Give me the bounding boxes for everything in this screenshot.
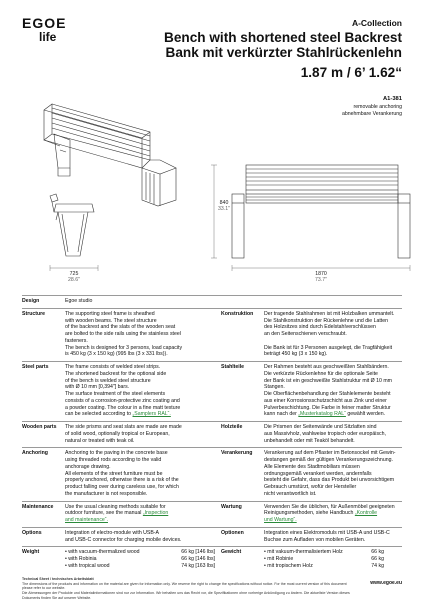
spec-text-de xyxy=(264,504,402,524)
weight-value: 66 kg [146 lbs] xyxy=(181,549,215,556)
samplers-ral-link[interactable]: „Samplers RAL“. xyxy=(132,411,171,418)
spec-label-de: Konstruktion xyxy=(221,310,254,317)
text-line: Gebrauch umstürzt, wofür der Hersteller xyxy=(264,484,357,491)
depth-mm: 725 xyxy=(69,271,79,277)
spec-label: Design xyxy=(22,298,40,304)
text-line: Verwenden Sie die üblichen, für Außenmöbel geeigneten xyxy=(264,503,395,510)
text-line: Integration eines Elektromoduls mit USB-A und USB-C xyxy=(264,529,390,536)
text-line: The frame consists of welded steel strips. xyxy=(65,364,161,371)
text-line: with Ø 10 mm [0,394"] bars. xyxy=(65,384,130,391)
spec-label: Anchoring xyxy=(22,450,48,457)
title-english: Bench with shortened steel Backrest xyxy=(164,30,402,45)
height-dimension xyxy=(217,200,231,212)
logo-line-2: life xyxy=(39,30,57,44)
spec-row-design xyxy=(22,295,402,308)
spec-label: Steel parts xyxy=(22,364,49,371)
text-line: destangen gemäß der gültigen Verankerungszeichnung. xyxy=(264,457,393,464)
technical-drawings xyxy=(0,0,424,295)
spacer xyxy=(264,338,402,345)
text-line: Verankerung auf dem Pflaster im Betonsockel mit Gewin- xyxy=(264,450,396,457)
spec-text xyxy=(65,549,221,569)
spec-label: Weight xyxy=(22,549,40,556)
text-line: of the backrest and the slats of the wooden seat xyxy=(65,324,176,331)
text-line xyxy=(264,411,402,418)
text-line: Integration of electro-module with USB-A xyxy=(65,529,159,536)
text-line: Die Stahlkonstruktion der Rückenlehne und die Latten xyxy=(264,317,389,324)
musterkatalog-ral-link[interactable]: „Musterkatalog RAL“ xyxy=(298,411,346,418)
spec-label-de: Stahlteile xyxy=(221,364,245,371)
text-line: Die verkürzte Rückenlehne für die optionale Seite xyxy=(264,370,378,377)
inspection-manual-link[interactable]: „Inspection xyxy=(142,510,169,517)
spec-text-de xyxy=(264,530,402,544)
height-in: 33.1" xyxy=(218,206,230,212)
weight-name: • mit vakuum-thermalisiertem Holz xyxy=(264,549,343,556)
spec-text xyxy=(65,530,221,544)
text-line: des Holzsitzes sind durch Edelstahlverschlüssen xyxy=(264,324,376,331)
text-line: product falling over during careless use, for which xyxy=(65,484,179,491)
text-line: Die Bank ist für 3 Personen ausgelegt, die Tragfähigkeit xyxy=(264,344,393,351)
text-line: Die Oberflächenbehandlung der Stahlelemente besteht xyxy=(264,391,391,398)
text-line: is 450 kg (3 x 150 kg) (995 lbs (3 x 331 lbs)). xyxy=(65,351,168,358)
spec-row-weight xyxy=(22,546,402,572)
text-line: using threaded rods according to the valid xyxy=(65,457,162,464)
text-line xyxy=(264,510,402,517)
text-line: are bolted to the side rails using the stainless steel xyxy=(65,331,181,337)
text-line: ordnungsgemäß verankert werden, andernfalls xyxy=(264,470,372,477)
spec-text-de xyxy=(264,450,402,497)
weight-name: • with tropical wood xyxy=(65,562,110,569)
text-line: Alle Elemente des Stadtmobiliars müssen xyxy=(264,463,360,470)
spec-text xyxy=(65,364,221,418)
spec-label-de: Verankerung xyxy=(221,450,253,457)
weight-name: • mit Robinie xyxy=(264,556,294,563)
spec-text-de xyxy=(264,311,402,358)
text-line: an den Seitenschienen verschraubt. xyxy=(264,331,347,337)
text-line: properly anchored, otherwise there is a risk of the xyxy=(65,477,179,484)
spec-label: Wooden parts xyxy=(22,424,57,431)
text-line: the manufacturer is not responsible. xyxy=(65,490,148,497)
footer-disclaimer xyxy=(22,577,402,600)
inspection-manual-link-cont[interactable]: and maintenance“. xyxy=(65,517,108,524)
weight-value: 74 kg [163 lbs] xyxy=(181,562,215,569)
text-line: Die Prismen der Seitenwände und Sitzlatten sind xyxy=(264,424,377,431)
spec-label-de: Wartung xyxy=(221,503,242,510)
bench-front-view-drawing xyxy=(232,165,410,258)
footer-line-en: The dimensions of the products and information on the material are given for information only. We reserve the right to change the specifications without notice. For the most current version of this document please refer to our website. xyxy=(22,581,347,591)
text-line: Anchoring to the paving in the concrete base xyxy=(65,450,168,457)
footer-line-de: Die Abmessungen der Produkte und Materialinformationen sind nur zur Information. Wir behalten uns das Recht vor, die Spezifikationen ohne vorherige Ankündigung zu ändern. Die aktuellste Version dieses Dokuments finden Sie auf unserer Website. xyxy=(22,591,350,600)
weight-value: 66 kg xyxy=(371,549,384,556)
product-size: 1.87 m / 6’ 1.62“ xyxy=(300,65,402,81)
text-line: unbehandelt oder mit Teaköl behandelt. xyxy=(264,437,355,444)
product-code: A1-381 xyxy=(382,96,402,102)
spec-text xyxy=(65,311,221,358)
text-line: Stangen. xyxy=(264,384,285,391)
weight-value: 66 kg xyxy=(371,556,384,563)
width-mm: 1870 xyxy=(315,271,327,277)
text-fragment: can be selected according to xyxy=(65,411,132,418)
text-line: The surface treatment of the steel elements xyxy=(65,391,166,398)
spec-row-anchoring xyxy=(22,447,402,500)
text-line: anchorage drawing. xyxy=(65,463,111,470)
text-fragment: Reinigungsmethoden, siehe Handbuch xyxy=(264,510,354,517)
spec-label-de xyxy=(221,298,264,305)
text-line: of solid wood, optionally tropical or European, xyxy=(65,430,170,437)
anchoring-note-en: removable anchoring xyxy=(353,103,402,110)
text-line: consists of a corrosion-protective zinc coating and xyxy=(65,397,180,404)
spec-row-steel-parts xyxy=(22,361,402,421)
text-line: Pulverbeschichtung. Die Farbe in feiner matter Struktur xyxy=(264,404,391,411)
spec-label-de: Optionen xyxy=(221,529,244,536)
text-line: The shortened backrest for the optional side xyxy=(65,370,167,377)
text-line: aus Massivholz, wahlweise tropisch oder europäisch, xyxy=(264,430,386,437)
spec-text xyxy=(65,424,221,444)
weight-line xyxy=(65,556,215,563)
spec-text-de xyxy=(264,549,384,569)
weight-line xyxy=(65,549,215,556)
spec-label: Structure xyxy=(22,310,46,317)
footer-title: Technical Sheet / technisches Arbeitsblatt xyxy=(22,577,94,581)
text-line: Use the usual cleaning methods suitable for xyxy=(65,503,166,510)
spec-row-structure xyxy=(22,308,402,361)
width-in: 73.7" xyxy=(315,277,327,283)
text-line: fasteners. xyxy=(65,337,88,344)
text-line: Buchse zum Aufladen von mobilen Geräten. xyxy=(264,536,366,543)
text-line: The side prisms and seat slats are made are made xyxy=(65,424,182,431)
spec-text-de xyxy=(264,298,402,305)
text-line: All elements of the street furniture must be xyxy=(65,470,163,477)
spec-label: Maintenance xyxy=(22,503,54,510)
spec-text-de xyxy=(264,424,402,444)
spec-label-de: Gewicht xyxy=(221,549,242,556)
text-line xyxy=(65,510,215,517)
spec-text: Egoe studio xyxy=(65,298,93,304)
spec-label-de: Holzteile xyxy=(221,424,243,431)
bench-side-view-drawing xyxy=(50,194,94,256)
collection-name: A-Collection xyxy=(351,18,402,28)
spec-text xyxy=(65,450,221,497)
weight-value: 74 kg xyxy=(371,562,384,569)
text-fragment: kann nach der xyxy=(264,411,299,418)
text-line: Der Rahmen besteht aus geschweißten Stahlbändern. xyxy=(264,364,389,371)
spec-row-options xyxy=(22,527,402,547)
text-fragment: gewählt werden. xyxy=(345,411,386,418)
text-fragment: outdoor furniture, see the manual xyxy=(65,510,142,517)
text-line: of the bench is welded steel structure xyxy=(65,377,151,384)
text-line: The supporting steel frame is sheathed xyxy=(65,310,155,317)
weight-name: • mit tropischem Holz xyxy=(264,562,313,569)
kontrolle-manual-link[interactable]: „Kontrolle xyxy=(354,510,378,517)
anchoring-note-de: abnehmbare Verankerung xyxy=(342,110,402,117)
height-mm: 840 xyxy=(219,200,229,206)
text-line: with wooden beams. The steel structure xyxy=(65,317,157,324)
spec-text-de xyxy=(264,364,402,418)
bench-perspective-drawing xyxy=(44,104,176,206)
spec-row-maintenance xyxy=(22,501,402,527)
spec-text xyxy=(65,504,221,524)
width-dimension xyxy=(301,271,341,283)
text-line: natural or treated with teak oil. xyxy=(65,437,135,444)
weight-name: • with Robinia xyxy=(65,556,97,563)
text-line: beträgt 450 kg (3 x 150 kg). xyxy=(264,351,328,358)
weight-line xyxy=(264,563,384,570)
text-line: Der tragende Stahlrahmen ist mit Holzbalken ummantelt. xyxy=(264,310,395,317)
text-line: nicht verantwortlich ist. xyxy=(264,490,317,497)
depth-in: 28.6" xyxy=(68,277,80,283)
text-line: a powder coating. The colour in a fine matt texture xyxy=(65,404,181,411)
text-line: aus einer Korrosionsschutzschicht aus Zink und einer xyxy=(264,397,387,404)
title-german: Bank mit verkürzter Stahlrückenlehn xyxy=(165,45,402,61)
weight-line xyxy=(65,563,215,570)
spec-table xyxy=(22,295,402,573)
weight-name: • with vacuum-thermalized wood xyxy=(65,549,140,556)
text-line: besteht die Gefahr, dass das Produkt bei unvorsichtigem xyxy=(264,477,395,484)
text-line: The bench is designed for 3 persons, load capacity xyxy=(65,344,183,351)
text-line: and USB-C connector for charging mobile devices. xyxy=(65,536,182,543)
spec-label: Options xyxy=(22,529,42,536)
text-line: der Bank ist ein geschweißte Stahlstruktur mit Ø 10 mm xyxy=(264,377,393,384)
weight-line xyxy=(264,556,384,563)
weight-line xyxy=(264,549,384,556)
spec-row-wooden-parts xyxy=(22,421,402,447)
weight-value: 66 kg [146 lbs] xyxy=(181,556,215,563)
logo-line-1: EGOE xyxy=(22,15,67,31)
text-line xyxy=(65,411,215,418)
kontrolle-manual-link-cont[interactable]: und Wartung“. xyxy=(264,517,297,524)
depth-dimension xyxy=(54,271,94,283)
website-link[interactable]: www.egoe.eu xyxy=(370,580,402,586)
